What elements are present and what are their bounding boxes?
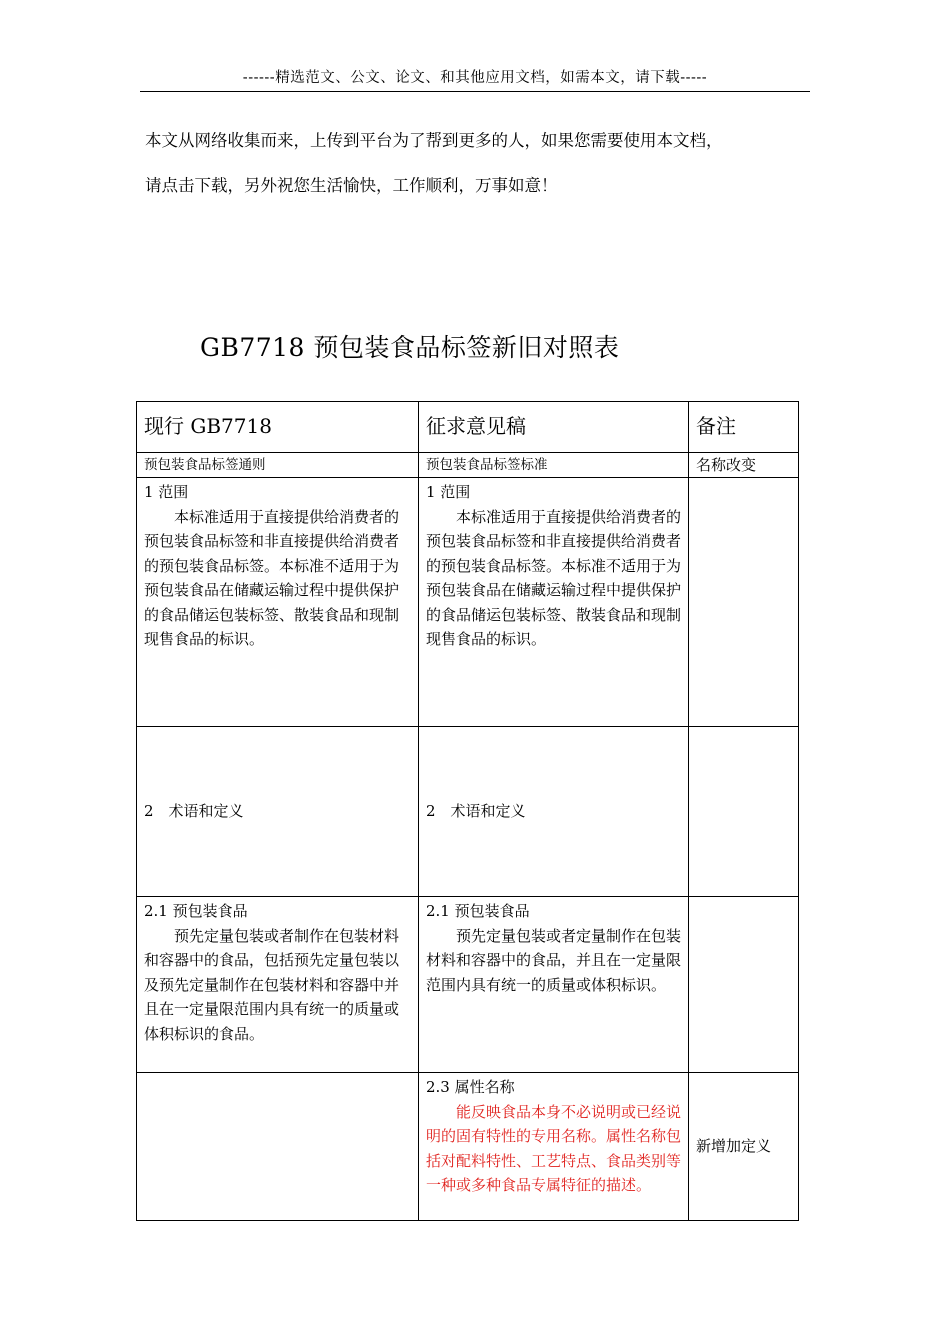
header-note: 备注 [689, 402, 799, 453]
note-cell [689, 478, 799, 727]
note-cell: 名称改变 [689, 453, 799, 478]
new-definition-text: 能反映食品本身不必说明或已经说明的固有特性的专用名称。属性名称包括对配料特性、工艺特点、食品类别等一种或多种食品专属特征的描述。 [426, 1102, 682, 1194]
comparison-table [136, 401, 799, 1221]
table-row [137, 478, 799, 727]
draft-cell [419, 478, 689, 727]
table-row [137, 453, 799, 478]
current-cell [137, 897, 419, 1073]
table-row [137, 897, 799, 1073]
header-banner: ------精选范文、公文、论文、和其他应用文档，如需本文，请下载----- [242, 70, 708, 86]
draft-cell [419, 1073, 689, 1221]
section-text: 本标准适用于直接提供给消费者的预包装食品标签和非直接提供给消费者的预包装食品标签。本标准不适用于为预包装食品在储藏运输过程中提供保护的食品储运包装标签、散装食品和现制现售食品的标识。 [426, 507, 682, 648]
section-heading: 1 范围 [426, 483, 471, 501]
intro-line-1: 本文从网络收集而来，上传到平台为了帮到更多的人，如果您需要使用本文档， [145, 131, 723, 150]
section-heading: 2.3 属性名称 [426, 1078, 515, 1096]
section-text: 预先定量包装或者制作在包装材料和容器中的食品，包括预先定量包装以及预先定量制作在包装材料和容器中并且在一定量限范围内具有统一的质量或体积标识的食品。 [144, 926, 400, 1043]
current-cell: 2 术语和定义 [137, 727, 419, 897]
section-heading: 1 范围 [144, 483, 189, 501]
section-text: 预先定量包装或者定量制作在包装材料和容器中的食品，并且在一定量限范围内具有统一的质量或体积标识。 [426, 926, 682, 994]
document-title: GB7718 预包装食品标签新旧对照表 [200, 333, 620, 362]
section-heading: 2.1 预包装食品 [144, 902, 248, 920]
header-current: 现行 GB7718 [137, 402, 419, 453]
draft-cell: 2 术语和定义 [419, 727, 689, 897]
table-row [137, 727, 799, 897]
section-text: 本标准适用于直接提供给消费者的预包装食品标签和非直接提供给消费者的预包装食品标签。本标准不适用于为预包装食品在储藏运输过程中提供保护的食品储运包装标签、散装食品和现制现售食品的标识。 [144, 507, 400, 648]
intro-line-2: 请点击下载，另外祝您生活愉快，工作顺利，万事如意！ [145, 176, 558, 195]
note-cell [689, 897, 799, 1073]
header-rule [140, 91, 810, 92]
draft-cell [419, 897, 689, 1073]
table-header-row [137, 402, 799, 453]
header-draft: 征求意见稿 [419, 402, 689, 453]
intro-paragraph [145, 118, 815, 208]
note-cell [689, 727, 799, 897]
section-heading: 2.1 预包装食品 [426, 902, 530, 920]
table-row [137, 1073, 799, 1221]
current-cell [137, 478, 419, 727]
draft-standard-name: 预包装食品标签标准 [419, 453, 689, 478]
note-cell: 新增加定义 [689, 1073, 799, 1221]
current-standard-name: 预包装食品标签通则 [137, 453, 419, 478]
current-cell [137, 1073, 419, 1221]
